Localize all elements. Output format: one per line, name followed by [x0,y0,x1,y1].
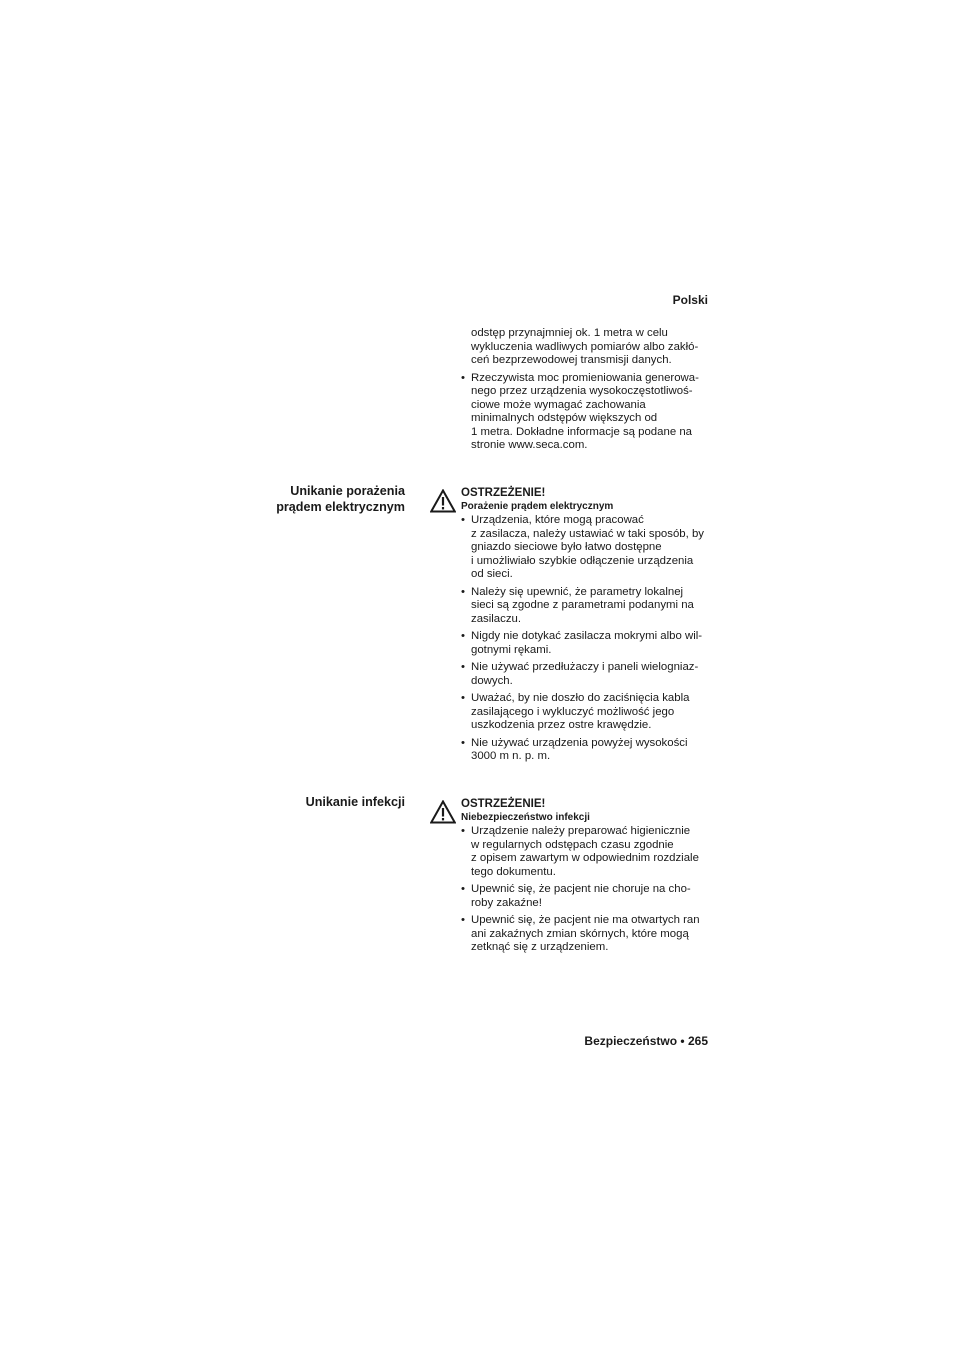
text-line: • Nie używać urządzenia powyżej wysokości [471,736,688,749]
text-line: zetknąć się z urządzeniem. [471,941,609,953]
text-line: gotnymi rękami. [471,643,552,656]
bullet-item [461,825,721,879]
text-line: zasilaczu. [471,612,522,625]
heading-line: prądem elektrycznym [276,500,405,514]
warning-bullets [461,514,721,764]
text-line: • Rzeczywista moc promieniowania generowa- [471,371,699,384]
text-line: gniazdo sieciowe było łatwo dostępne [471,541,662,553]
text-line: i umożliwiało szybkie odłączenie urządzenia [471,554,694,567]
bullet-item [461,661,721,688]
warning-triangle-icon [430,489,456,513]
text-line: • Upewnić się, że pacjent nie ma otwartych ran [471,914,700,926]
warning-block-infection [461,797,721,959]
text-line: stronie www.seca.com. [471,439,588,451]
text-line: ceń bezprzewodowej transmisji danych. [471,354,672,366]
text-line: 3000 m n. p. m. [471,750,551,762]
text-line: • Upewnić się, że pacjent nie choruje na cho- [471,883,691,895]
text-line: • Urządzenie należy preparować higienicznie [471,825,691,837]
text-line: od sieci. [471,568,513,580]
heading-line: Unikanie porażenia [290,484,405,498]
text-line: z opisem zawartym w odpowiednim rozdziale [471,852,699,864]
bullet-item [461,514,721,582]
text-line: uszkodzenia przez ostre krawędzie. [471,719,652,731]
text-line: • Nigdy nie dotykać zasilacza mokrymi albo wil- [471,630,703,642]
text-line: • Nie używać przedłużaczy i paneli wielogniaz- [471,661,699,673]
text-line: zasilającego i wykluczyć możliwość jego [471,705,675,718]
bullet-item [461,372,711,453]
warning-subtitle: Niebezpieczeństwo infekcji [461,812,590,823]
text-line: ani zakaźnych zmian skórnych, które mogą [471,927,689,940]
text-line: wykluczenia wadliwych pomiarów albo zakłó- [471,340,699,353]
warning-title: OSTRZEŻENIE! [461,487,546,499]
text-line: tego dokumentu. [471,865,556,878]
page-language-header: Polski [672,293,708,307]
text-line: ciowe może wymagać zachowania [471,398,646,411]
text-line: roby zakaźne! [471,896,542,909]
text-line: sieci są zgodne z parametrami podanymi na [471,599,694,611]
text-line: 1 metra. Dokładne informacje są podane na [471,425,692,438]
warning-title: OSTRZEŻENIE! [461,798,546,810]
text-line: odstęp przynajmniej ok. 1 metra w celu [471,327,668,339]
text-line: minimalnych odstępów większych od [471,412,658,424]
text-line: • Należy się upewnić, że parametry lokalnej [471,585,684,598]
warning-block-electric-shock [461,486,721,768]
warning-bullets [461,825,721,955]
text-line: • Uważać, by nie doszło do zaciśnięcia kabla [471,692,690,704]
text-line: dowych. [471,674,513,687]
page-footer: Bezpieczeństwo • 265 [584,1034,708,1048]
warning-triangle-icon [430,800,456,824]
text-line: z zasilacza, należy ustawiać w taki sposób, by [471,527,704,540]
text-line: • Urządzenia, które mogą pracować [471,514,644,526]
continuation-paragraph [471,327,711,368]
warning-subtitle: Porażenie prądem elektrycznym [461,501,614,512]
bullet-item [461,692,721,733]
heading-line: Unikanie infekcji [305,795,405,809]
section-heading-electric-shock [185,483,405,515]
bullet-item [461,883,721,910]
bullet-item [461,914,721,955]
text-line: nego przez urządzenia wysokoczęstotliwoś- [471,385,693,397]
text-line: w regularnych odstępach czasu zgodnie [471,838,674,851]
bullet-item [461,630,721,657]
bullet-item [461,586,721,627]
continuation-text [471,327,711,457]
section-heading-infection [185,794,405,810]
bullet-item [461,737,721,764]
